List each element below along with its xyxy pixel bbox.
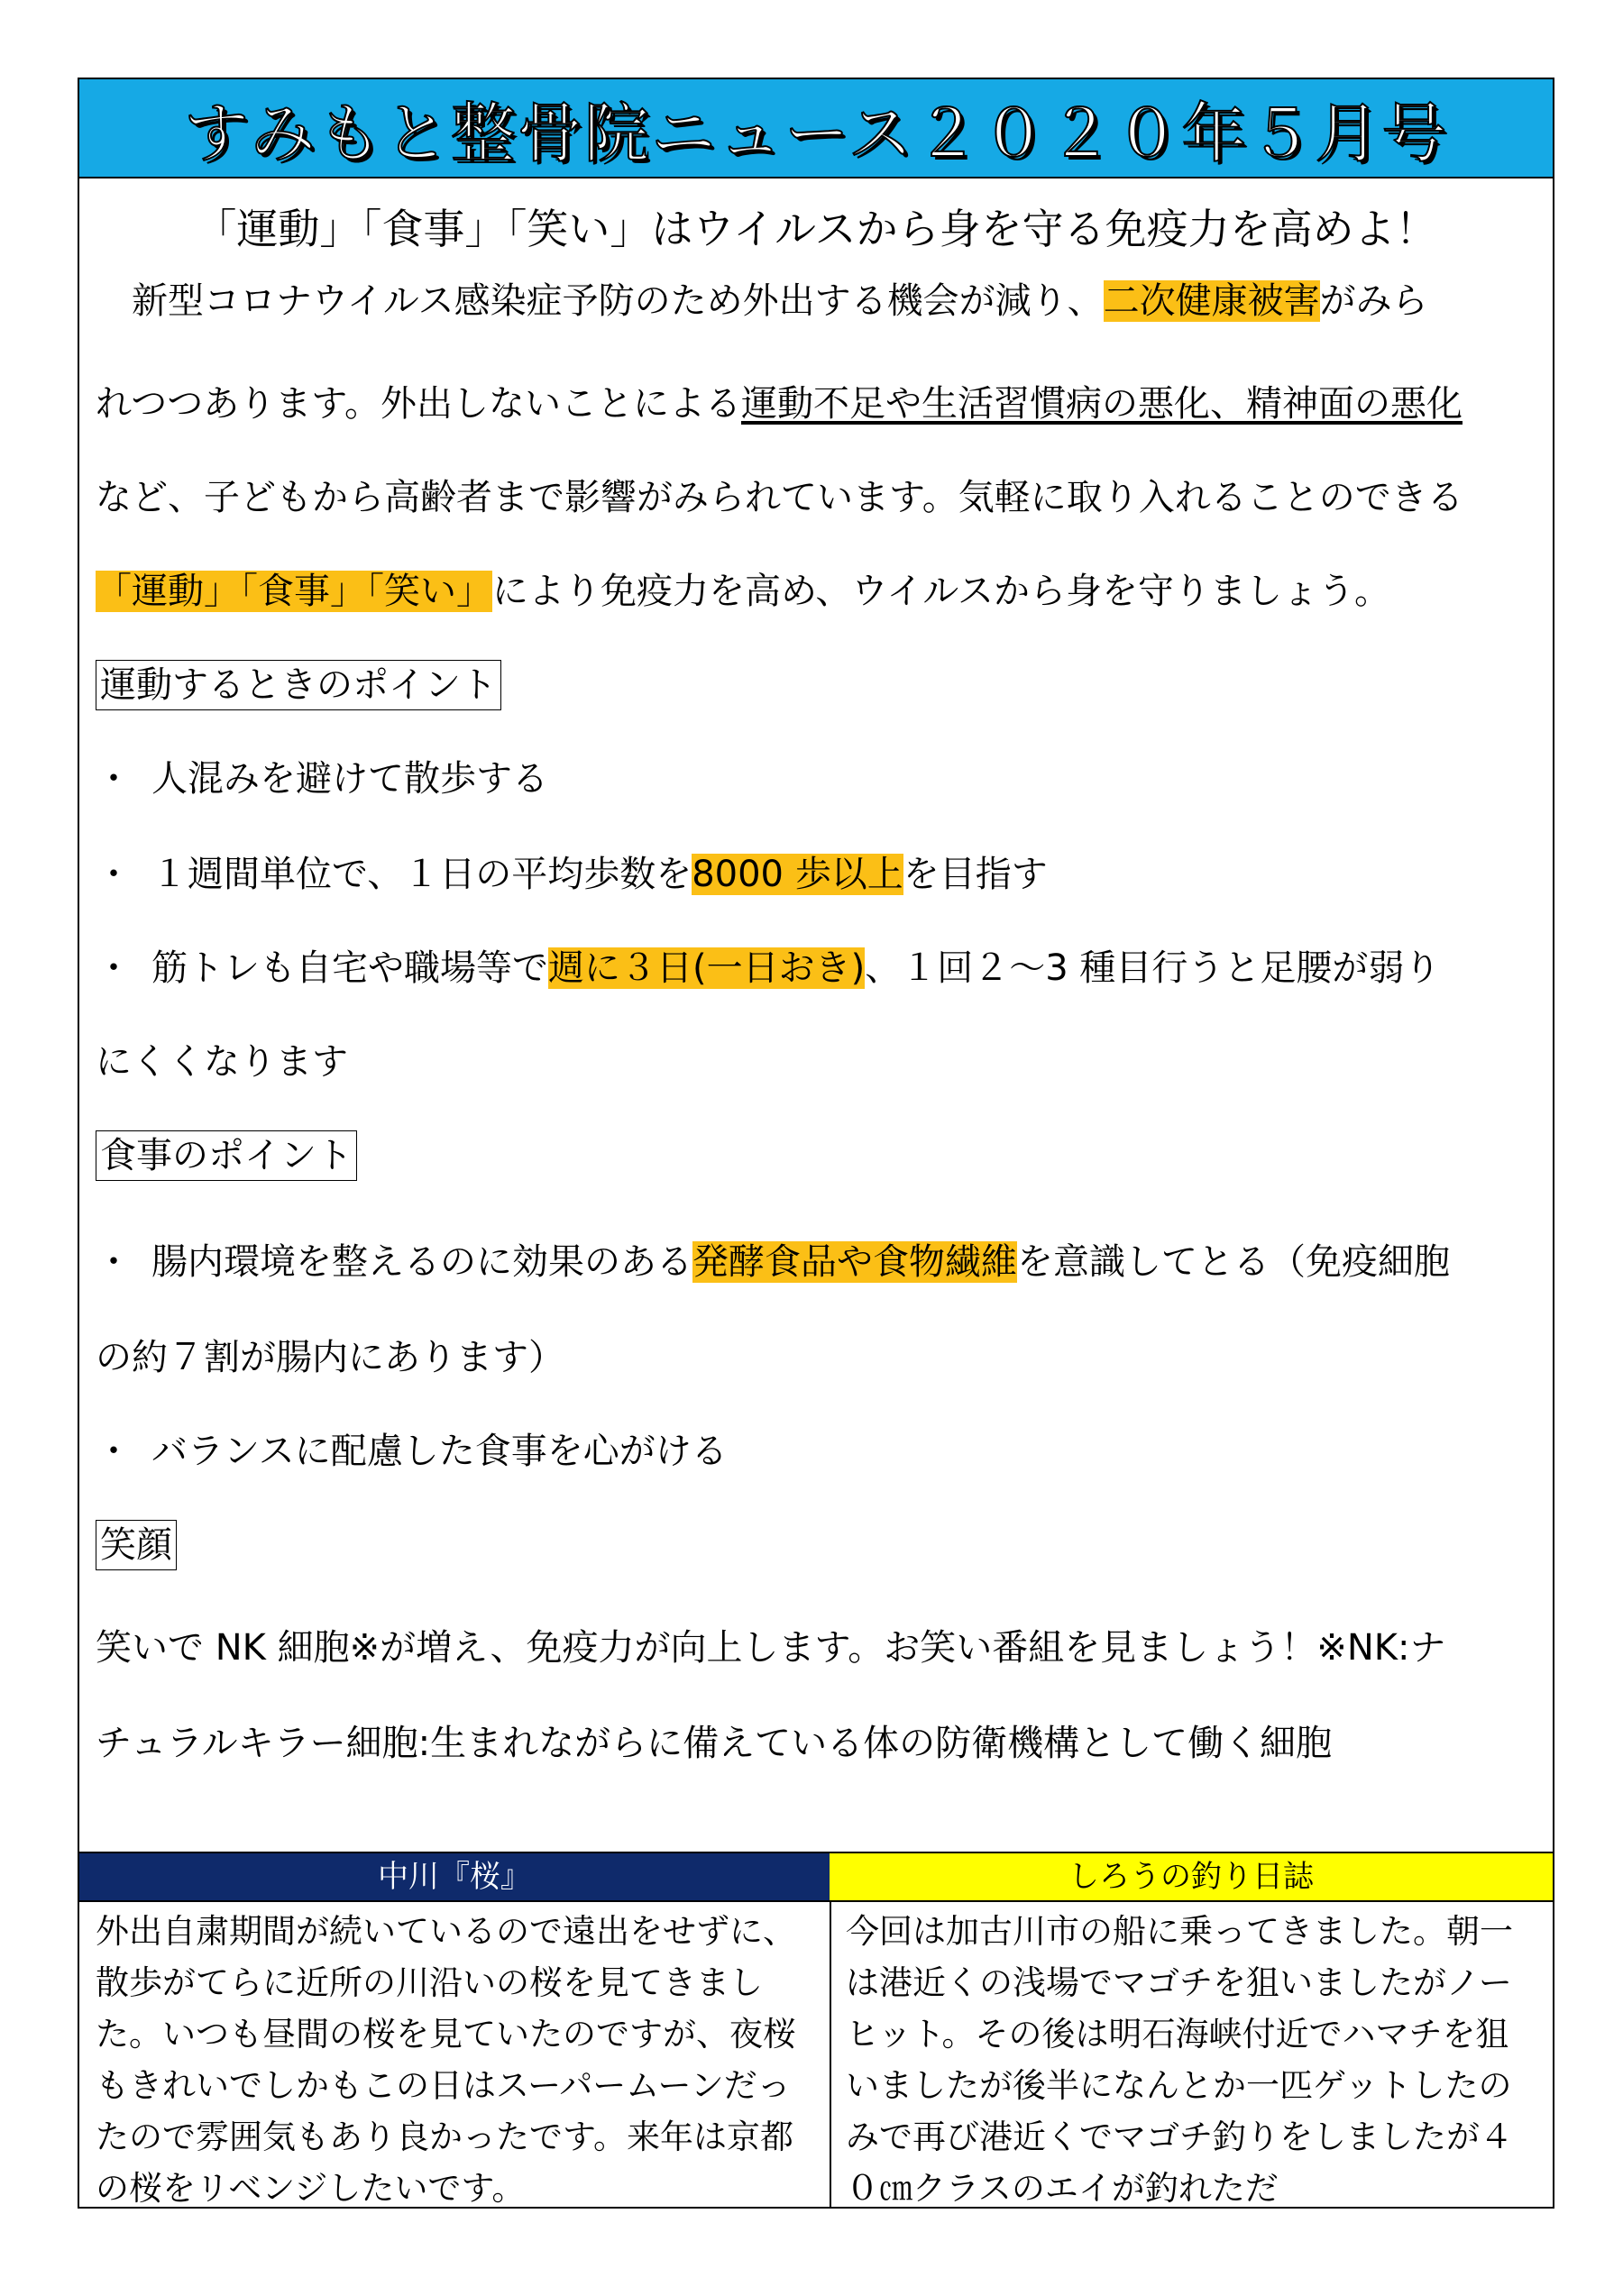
column-title-fishing-diary: しろうの釣り日誌: [830, 1853, 1553, 1902]
column-nakagawa: [79, 1853, 831, 2207]
exercise-bullet-3: [96, 941, 1536, 995]
highlight-text: 「運動」「食事」「笑い」: [96, 571, 492, 612]
bullet-icon: ・: [96, 1241, 132, 1283]
intro-line-4: [96, 564, 1536, 618]
meal-bullet-1-cont: の約７割が腸内にあります）: [96, 1337, 564, 1378]
exercise-bullet-3-cont: にくくなります: [96, 1041, 348, 1083]
meal-bullet-2: [96, 1424, 1536, 1478]
intro-text: 新型コロナウイルス感染症予防のため外出する機会が減り、: [96, 280, 1104, 322]
column-title-nakagawa: 中川『桜』: [79, 1853, 830, 1902]
columns-section: [79, 1852, 1553, 2207]
bullet-text: を目指す: [903, 854, 1048, 895]
intro-line-3: など、子どもから高齢者まで影響がみられています。気軽に取り入れることのできる: [96, 477, 1463, 518]
bullet-text: １週間単位で、１日の平均歩数を: [151, 854, 692, 895]
newsletter-title: すみもと整骨院ニュース２０２０年５月号: [183, 96, 1449, 171]
bullet-text: 筋トレも自宅や職場等で: [151, 947, 548, 989]
section-heading-exercise: 運動するときのポイント: [96, 660, 501, 710]
newsletter-frame: [78, 78, 1554, 2209]
bullet-text: を意識してとる（免疫細胞: [1017, 1241, 1450, 1283]
headline: 「運動」「食事」「笑い」はウイルスから身を守る免疫力を高めよ！: [195, 205, 1437, 253]
bullet-text: バランスに配慮した食事を心がける: [151, 1431, 728, 1472]
title-bar: [79, 79, 1553, 178]
exercise-heading-line: [96, 658, 1536, 712]
column-fishing-diary: [830, 1853, 1553, 2207]
column-text-nakagawa: 外出自粛期間が続いているので遠出をせずに、散歩がてらに近所の川沿いの桜を見てきました。いつも昼間の桜を見ていたのですが、夜桜もきれいでしかもこの日はスーパームーンだったので雰囲気もあり良かったです。来年は京都の桜をリベンジしたいです。: [96, 1912, 796, 2208]
section-heading-meal: 食事のポイント: [96, 1130, 357, 1181]
exercise-bullet-1: [96, 752, 1536, 806]
bullet-text: 人混みを避けて散歩する: [151, 758, 548, 800]
intro-text: れつつあります。外出しないことによる: [96, 383, 741, 425]
laugh-line-2: チュラルキラー細胞:生まれながらに備えている体の防衛機構として働く細胞: [96, 1723, 1333, 1764]
intro-line-2: [96, 377, 1536, 431]
intro-line-1: [96, 274, 1536, 328]
underlined-text: 運動不足や生活習慣病の悪化、精神面の悪化: [741, 383, 1463, 425]
meal-heading-line: [96, 1129, 1536, 1183]
intro-text: により免疫力を高め、ウイルスから身を守りましょう。: [492, 571, 1390, 612]
section-heading-laugh: 笑顔: [96, 1520, 177, 1570]
bullet-text: 、１回２〜3 種目行うと足腰が弱り: [865, 947, 1441, 989]
highlight-text: 8000 歩以上: [692, 854, 903, 895]
bullet-icon: ・: [96, 854, 132, 895]
intro-text: がみら: [1319, 280, 1428, 322]
highlight-text: 二次健康被害: [1103, 280, 1320, 322]
exercise-bullet-2: [96, 847, 1536, 901]
highlight-text: 週に３日(一日おき): [548, 947, 866, 989]
laugh-heading-line: [96, 1518, 1536, 1572]
bullet-text: 腸内環境を整えるのに効果のある: [151, 1241, 692, 1283]
bullet-icon: ・: [96, 758, 132, 800]
laugh-line-1: 笑いで NK 細胞※が増え、免疫力が向上します。お笑い番組を見ましょう！※NK:ナ: [96, 1627, 1446, 1669]
column-text-fishing-diary: 今回は加古川市の船に乗ってきました。朝一は港近くの浅場でマゴチを狙いましたがノーヒット。その後は明石海峡付近でハマチを狙いましたが後半になんとか一匹ゲットしたのみで再び港近くでマゴチ釣りをしましたが４０㎝クラスのエイが釣れただ: [846, 1912, 1513, 2208]
bullet-icon: ・: [96, 1431, 132, 1472]
highlight-text: 発酵食品や食物繊維: [692, 1241, 1017, 1283]
meal-bullet-1: [96, 1235, 1536, 1289]
bullet-icon: ・: [96, 947, 132, 989]
